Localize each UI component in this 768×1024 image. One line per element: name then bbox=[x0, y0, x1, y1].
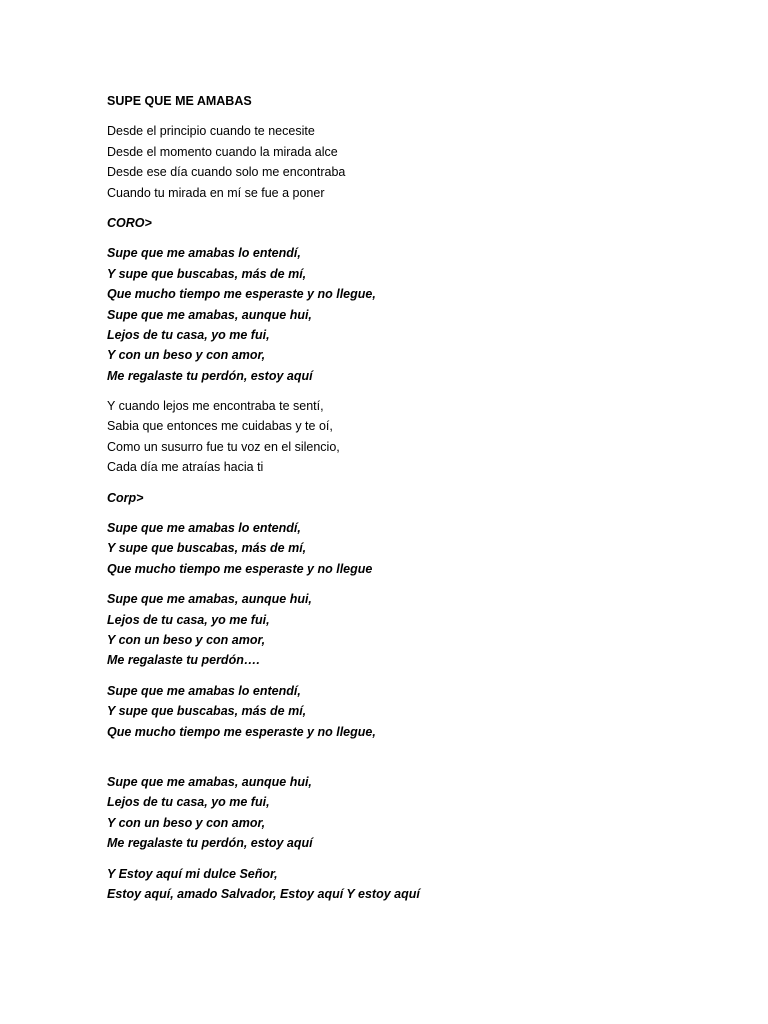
lyric-line: Desde el momento cuando la mirada alce bbox=[107, 144, 338, 159]
lyric-line: Me regalaste tu perdón, estoy aquí bbox=[107, 836, 313, 851]
lyric-line: Y supe que buscabas, más de mí, bbox=[107, 541, 307, 556]
lyric-line: Y cuando lejos me encontraba te sentí, bbox=[107, 399, 324, 414]
chorus-2a bbox=[107, 518, 727, 579]
lyric-line: Como un susurro fue tu voz en el silencio, bbox=[107, 439, 340, 454]
lyric-line: Desde ese día cuando solo me encontraba bbox=[107, 165, 346, 180]
lyric-line: Desde el principio cuando te necesite bbox=[107, 124, 315, 139]
lyric-line: Y con un beso y con amor, bbox=[107, 815, 266, 830]
lyric-line: Lejos de tu casa, yo me fui, bbox=[107, 327, 270, 342]
lyric-line: Y con un beso y con amor, bbox=[107, 632, 266, 647]
lyric-line: Y supe que buscabas, más de mí, bbox=[107, 266, 307, 281]
chorus-heading bbox=[107, 213, 727, 233]
chorus-2b bbox=[107, 589, 727, 671]
chorus-1 bbox=[107, 243, 727, 386]
verse-2 bbox=[107, 396, 727, 478]
section-label: Corp> bbox=[107, 490, 144, 505]
lyric-line: Y supe que buscabas, más de mí, bbox=[107, 704, 307, 719]
lyric-line: Sabia que entonces me cuidabas y te oí, bbox=[107, 419, 333, 434]
lyric-line: Lejos de tu casa, yo me fui, bbox=[107, 795, 270, 810]
lyric-line: Supe que me amabas lo entendí, bbox=[107, 246, 301, 261]
lyric-line: Que mucho tiempo me esperaste y no llegue, bbox=[107, 724, 376, 739]
verse-1 bbox=[107, 121, 727, 203]
lyric-line: Supe que me amabas lo entendí, bbox=[107, 521, 301, 536]
song-title: SUPE QUE ME AMABAS bbox=[107, 94, 252, 108]
lyric-line: Cada día me atraías hacia ti bbox=[107, 460, 264, 475]
lyric-line: Estoy aquí, amado Salvador, Estoy aquí Y estoy aquí bbox=[107, 886, 420, 901]
lyric-line: Lejos de tu casa, yo me fui, bbox=[107, 612, 270, 627]
lyric-line: Me regalaste tu perdón, estoy aquí bbox=[107, 368, 313, 383]
chorus-3a bbox=[107, 681, 727, 742]
lyric-line: Supe que me amabas, aunque hui, bbox=[107, 307, 312, 322]
lyric-line: Supe que me amabas, aunque hui, bbox=[107, 774, 312, 789]
lyric-line: Y Estoy aquí mi dulce Señor, bbox=[107, 866, 278, 881]
lyric-line: Supe que me amabas, aunque hui, bbox=[107, 592, 312, 607]
lyric-line: Me regalaste tu perdón…. bbox=[107, 653, 260, 668]
closing bbox=[107, 864, 727, 905]
lyric-line: Que mucho tiempo me esperaste y no llegue, bbox=[107, 287, 376, 302]
section-label: CORO> bbox=[107, 215, 152, 230]
document-body bbox=[107, 91, 727, 914]
lyric-line: Que mucho tiempo me esperaste y no llegue bbox=[107, 561, 373, 576]
chorus-heading-2 bbox=[107, 488, 727, 508]
lyric-line: Supe que me amabas lo entendí, bbox=[107, 683, 301, 698]
lyric-line: Cuando tu mirada en mí se fue a poner bbox=[107, 185, 325, 200]
chorus-3b bbox=[107, 772, 727, 854]
lyric-line: Y con un beso y con amor, bbox=[107, 348, 266, 363]
